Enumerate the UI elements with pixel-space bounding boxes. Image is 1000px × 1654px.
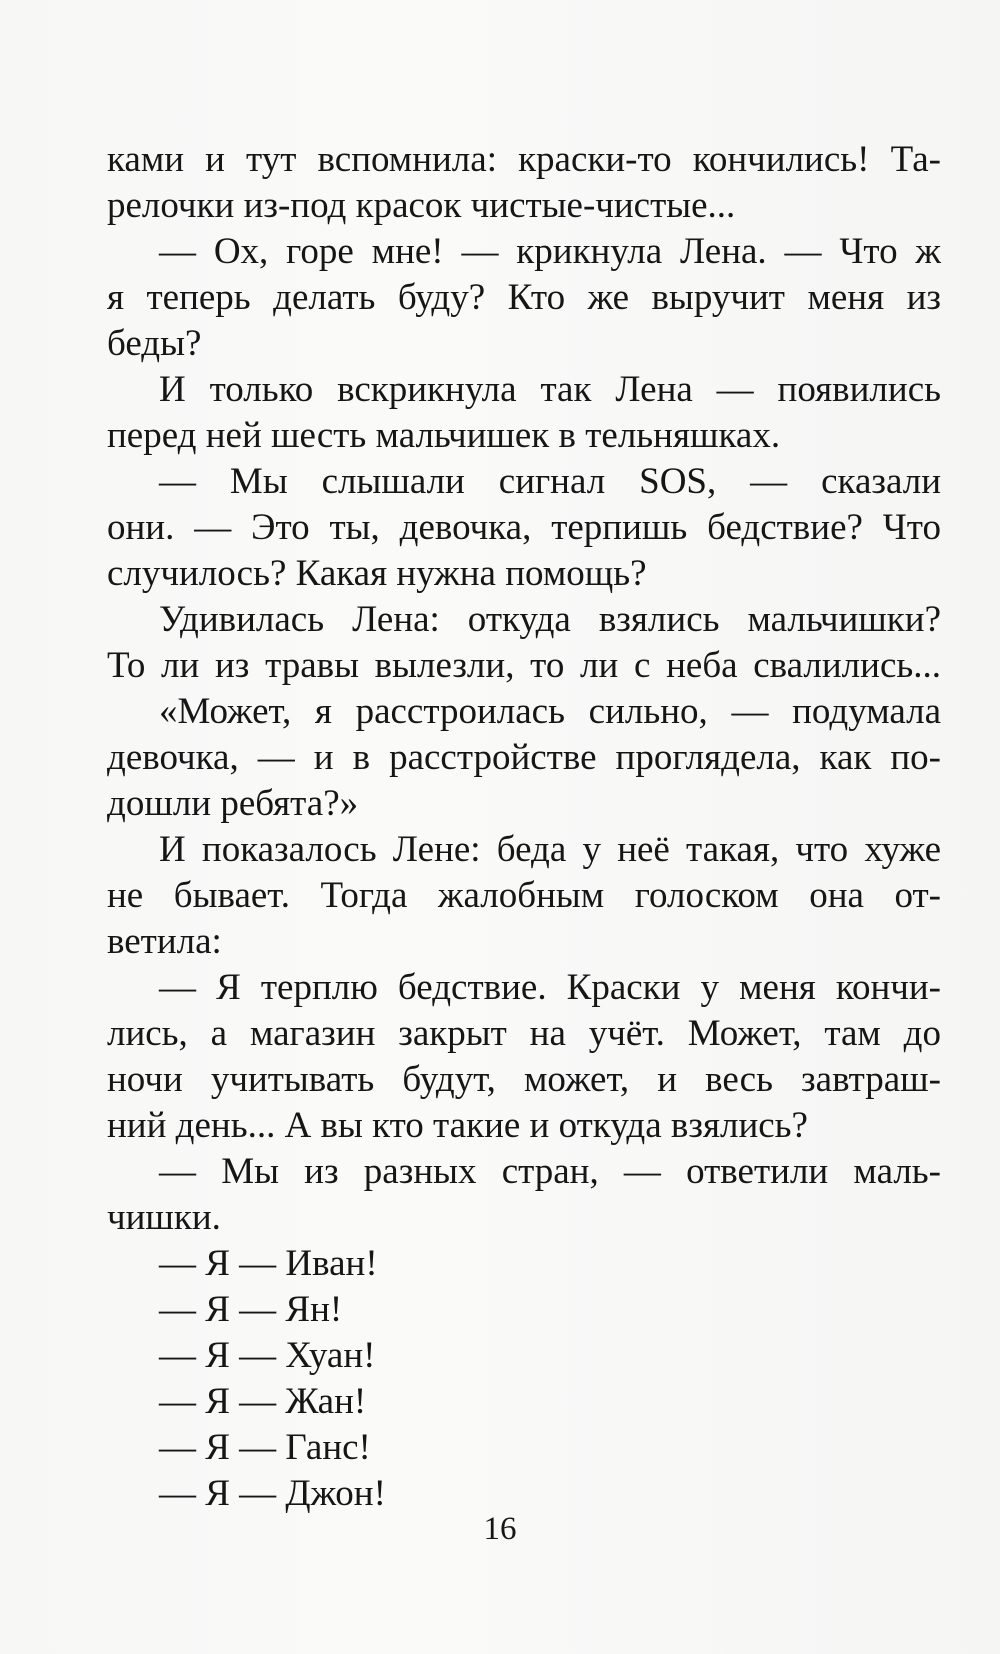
text-line: ний день... А вы кто такие и откуда взялись? bbox=[107, 1105, 808, 1146]
text-line: перед ней шесть мальчишек в тельняшках. bbox=[107, 415, 781, 456]
page-body-text bbox=[107, 137, 941, 1517]
text-line: беды? bbox=[107, 323, 202, 364]
text-line: Удивилась Лена: откуда взялись мальчишки? bbox=[159, 599, 941, 640]
text-line: ночи учитывать будут, может, и весь завтраш- bbox=[107, 1059, 941, 1100]
text-line: ками и тут вспомнила: краски-то кончились! Та- bbox=[107, 139, 941, 180]
text-line: — Я — Ганс! bbox=[159, 1427, 371, 1468]
page-number: 16 bbox=[483, 1511, 517, 1547]
text-line: лись, а магазин закрыт на учёт. Может, там до bbox=[107, 1013, 941, 1054]
text-line: — Я — Иван! bbox=[159, 1243, 378, 1284]
text-line: — Я — Джон! bbox=[159, 1473, 386, 1514]
text-line: дошли ребята?» bbox=[107, 783, 359, 824]
text-line: девочка, — и в расстройстве проглядела, как по- bbox=[107, 737, 941, 778]
text-line: — Ох, горе мне! — крикнула Лена. — Что ж bbox=[159, 231, 941, 272]
text-line: «Может, я расстроилась сильно, — подумала bbox=[159, 691, 941, 732]
text-line: — Мы из разных стран, — ответили маль- bbox=[159, 1151, 941, 1192]
text-line: чишки. bbox=[107, 1197, 221, 1238]
text-line: не бывает. Тогда жалобным голоском она от- bbox=[107, 875, 941, 916]
text-line: И показалось Лене: беда у неё такая, что хуже bbox=[159, 829, 941, 870]
text-line: они. — Это ты, девочка, терпишь бедствие? Что bbox=[107, 507, 941, 548]
text-line: — Мы слышали сигнал SOS, — сказали bbox=[159, 461, 941, 502]
text-line: ветила: bbox=[107, 921, 222, 962]
text-line: релочки из-под красок чистые-чистые... bbox=[107, 185, 736, 226]
text-line: я теперь делать буду? Кто же выручит меня из bbox=[107, 277, 941, 318]
text-line: То ли из травы вылезли, то ли с неба свалились... bbox=[107, 645, 941, 686]
text-line: — Я — Хуан! bbox=[159, 1335, 376, 1376]
text-line: — Я — Жан! bbox=[159, 1381, 367, 1422]
text-line: — Я терплю бедствие. Краски у меня кончи- bbox=[159, 967, 941, 1008]
text-line: И только вскрикнула так Лена — появились bbox=[159, 369, 941, 410]
text-line: случилось? Какая нужна помощь? bbox=[107, 553, 647, 594]
text-line: — Я — Ян! bbox=[159, 1289, 343, 1330]
